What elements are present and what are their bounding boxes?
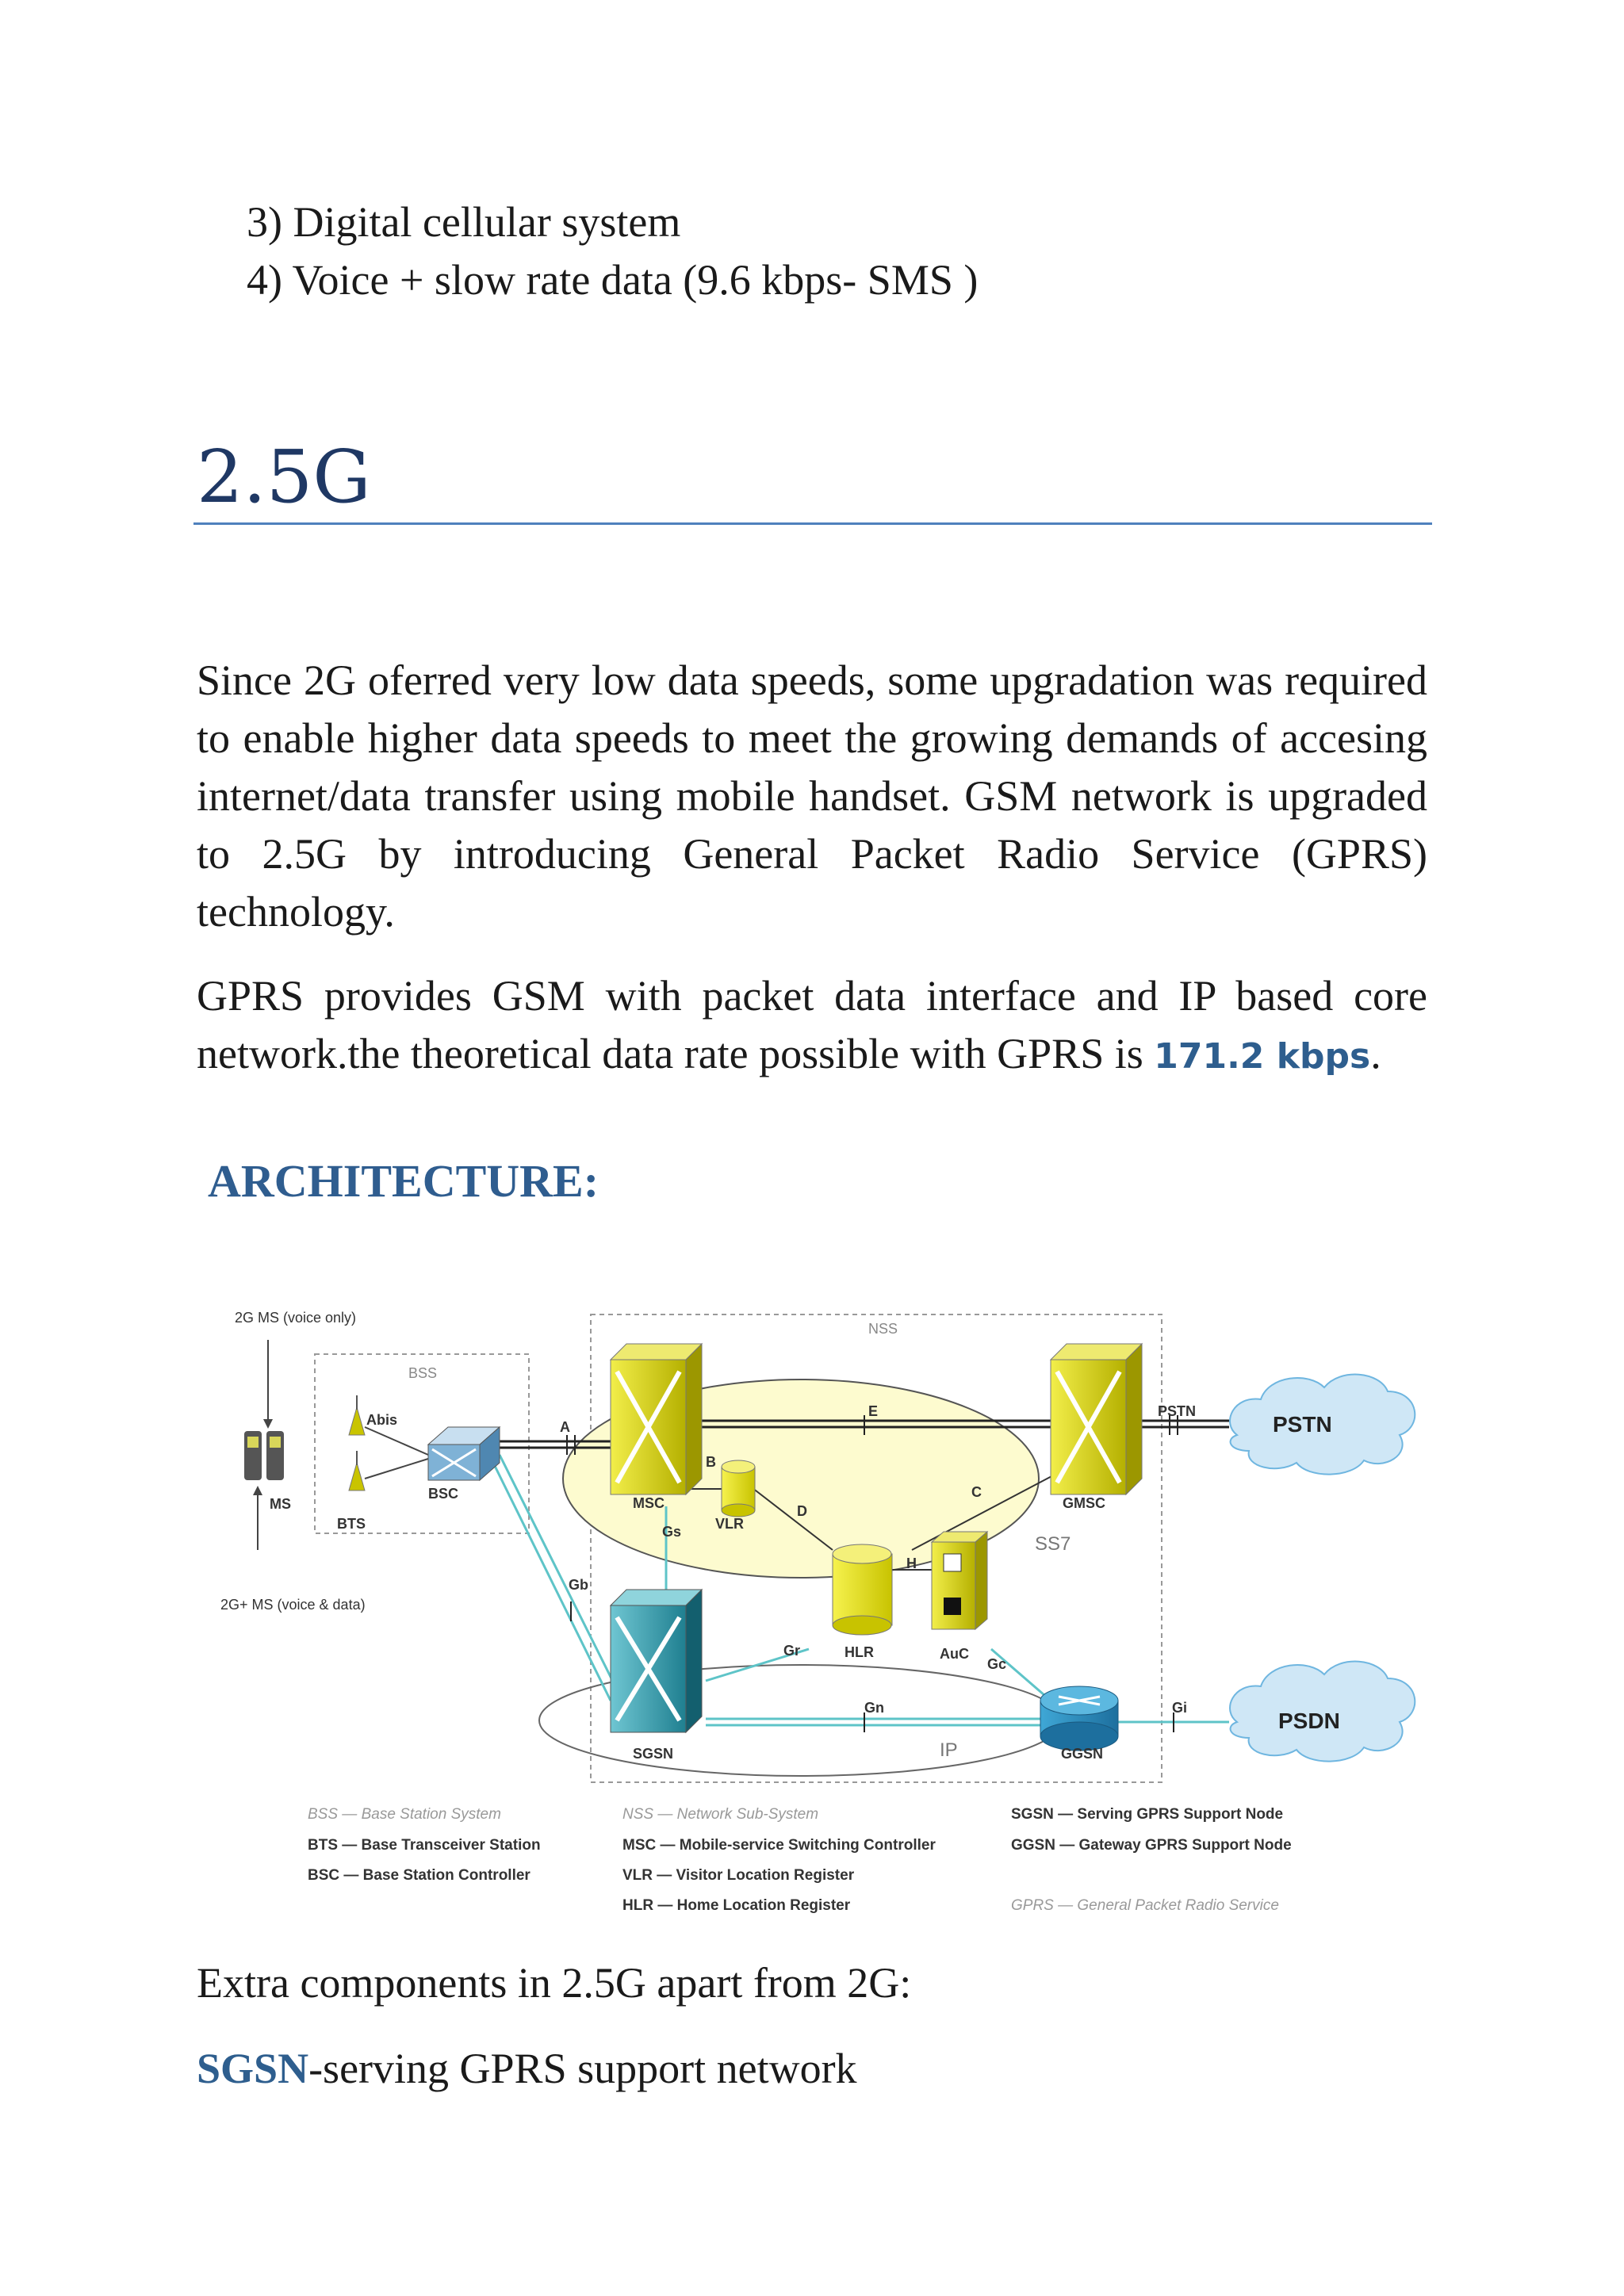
c-interface-label: C bbox=[971, 1484, 982, 1500]
legend-item: BTS — Base Transceiver Station bbox=[308, 1837, 541, 1854]
ms-voice-data-label: 2G+ MS (voice & data) bbox=[220, 1597, 366, 1613]
h-interface-label: H bbox=[906, 1556, 917, 1571]
gprs-architecture-diagram bbox=[198, 1237, 1451, 1934]
ggsn-label: GGSN bbox=[1061, 1746, 1104, 1762]
ms-label: MS bbox=[270, 1496, 291, 1512]
gn-interface-label: Gn bbox=[864, 1700, 884, 1716]
intro-paragraph: Since 2G oferred very low data speeds, some upgradation was required to enable higher data speeds to meet the growing demands of accesing internet/data transfer using mobile handset. GSM network is upgraded to 2.5G by introducing General Packet Radio Service (GPRS) technology. bbox=[197, 656, 1427, 936]
gprs-data-rate: 171.2 kbps bbox=[1154, 1036, 1371, 1077]
auc-server-icon bbox=[932, 1532, 987, 1629]
legend-item: NSS — Network Sub-System bbox=[622, 1806, 819, 1823]
list-item-3: 3) Digital cellular system bbox=[247, 198, 681, 246]
abis-label: Abis bbox=[366, 1412, 398, 1428]
bss-label: BSS bbox=[408, 1365, 438, 1381]
psdn-cloud-label: PSDN bbox=[1278, 1709, 1340, 1733]
mobile-phone-icon bbox=[244, 1340, 284, 1550]
hlr-label: HLR bbox=[845, 1644, 874, 1660]
a-interface-label: A bbox=[560, 1419, 570, 1435]
gc-interface-label: Gc bbox=[987, 1656, 1007, 1672]
gmsc-switch-icon bbox=[1051, 1344, 1142, 1494]
msc-label: MSC bbox=[633, 1495, 665, 1511]
ip-label: IP bbox=[940, 1739, 958, 1761]
gs-interface-label: Gs bbox=[662, 1524, 682, 1540]
gi-interface-label: Gi bbox=[1172, 1700, 1188, 1716]
pstn-cloud-label: PSTN bbox=[1273, 1412, 1332, 1437]
section-title: 2.5G bbox=[197, 434, 371, 519]
nss-label: NSS bbox=[868, 1321, 898, 1337]
sgsn-node-icon bbox=[611, 1590, 702, 1732]
gprs-paragraph bbox=[197, 967, 1427, 1085]
ss7-label: SS7 bbox=[1035, 1533, 1071, 1555]
b-interface-label: B bbox=[706, 1454, 716, 1470]
bts-tower-icon bbox=[349, 1395, 428, 1490]
heading-underline bbox=[193, 522, 1432, 525]
sgsn-definition bbox=[197, 2047, 857, 2090]
pstn-interface-label: PSTN bbox=[1158, 1403, 1197, 1419]
legend-item: MSC — Mobile-service Switching Controller bbox=[622, 1837, 936, 1854]
legend-item: BSS — Base Station System bbox=[308, 1806, 501, 1823]
msc-switch-icon bbox=[611, 1344, 702, 1494]
extra-components-text: Extra components in 2.5G apart from 2G: bbox=[197, 1959, 912, 2007]
auc-label: AuC bbox=[940, 1646, 969, 1662]
ggsn-router-icon bbox=[1040, 1686, 1118, 1751]
legend-item: SGSN — Serving GPRS Support Node bbox=[1011, 1806, 1284, 1823]
sgsn-label: SGSN bbox=[633, 1746, 674, 1762]
gr-interface-label: Gr bbox=[783, 1643, 801, 1659]
legend-item: VLR — Visitor Location Register bbox=[622, 1867, 855, 1884]
bsc-switch-icon bbox=[428, 1427, 500, 1480]
sgsn-term: SGSN bbox=[197, 2045, 309, 2092]
e-interface-label: E bbox=[868, 1403, 879, 1419]
vlr-label: VLR bbox=[715, 1516, 744, 1532]
sgsn-description: -serving GPRS support network bbox=[308, 2045, 857, 2092]
gmsc-label: GMSC bbox=[1063, 1495, 1105, 1511]
list-item-4: 4) Voice + slow rate data (9.6 kbps- SMS ) bbox=[247, 256, 979, 304]
legend-item: GGSN — Gateway GPRS Support Node bbox=[1011, 1837, 1292, 1854]
ms-voice-only-label: 2G MS (voice only) bbox=[235, 1310, 357, 1326]
legend-item: GPRS — General Packet Radio Service bbox=[1011, 1897, 1279, 1914]
gprs-paragraph-text: GPRS provides GSM with packet data interface and IP based core network.the theoretical data rate possible with GPRS is bbox=[197, 972, 1427, 1077]
legend-item: BSC — Base Station Controller bbox=[308, 1867, 530, 1884]
legend-item: HLR — Home Location Register bbox=[622, 1897, 851, 1914]
bsc-label: BSC bbox=[428, 1486, 459, 1502]
hlr-database-icon bbox=[833, 1544, 892, 1635]
architecture-heading: ARCHITECTURE: bbox=[208, 1155, 599, 1207]
bts-label: BTS bbox=[337, 1516, 366, 1532]
gb-interface-label: Gb bbox=[569, 1577, 588, 1593]
d-interface-label: D bbox=[797, 1503, 807, 1519]
diagram-legend bbox=[308, 1806, 1292, 1914]
gprs-paragraph-end: . bbox=[1370, 1030, 1381, 1077]
vlr-database-icon bbox=[722, 1460, 755, 1517]
